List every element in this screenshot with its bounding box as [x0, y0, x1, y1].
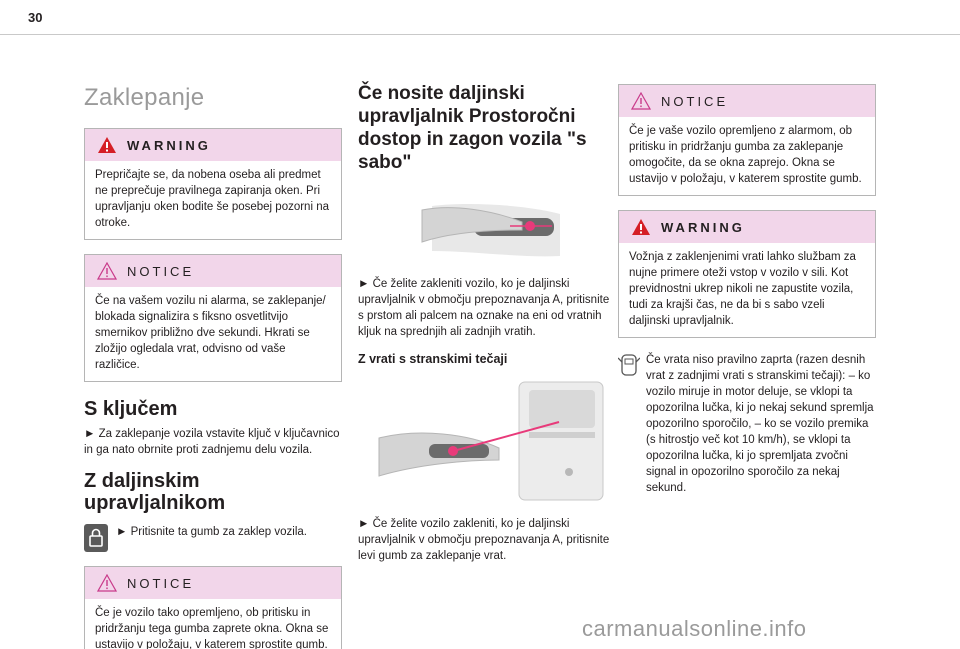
top-rule — [0, 34, 960, 35]
notice-box-1 — [84, 254, 342, 382]
remote-lock-row — [84, 524, 342, 552]
rear-door-hand-image — [369, 376, 605, 506]
watermark: carmanualsonline.info — [582, 616, 807, 641]
subheading-side-doors: Z vrati s stranskimi tečaji — [358, 352, 508, 366]
column-2 — [358, 70, 616, 572]
door-open-info — [618, 352, 876, 496]
warning-text: Prepričajte se, da nobena oseba ali predmet ne preprečuje pravilnega zapiranja oken. Pri upravljanju oken bodite še posebej pozorni na otroke. — [95, 169, 329, 229]
notice-title: NOTICE — [661, 93, 729, 109]
warning-box-1 — [84, 128, 342, 240]
paragraph-remote: ► Pritisnite ta gumb za zaklep vozila. — [116, 526, 307, 538]
notice-icon — [97, 574, 117, 592]
warning-text: Vožnja z zaklenjenimi vrati lahko službam za nujne primere oteži vstop v vozilo v sili. Kot previdnostni ukrep nikoli ne zapustite vozila, tudi za krajši čas, ne da bi s sabo vzeli daljinski upravljalnik. — [629, 251, 856, 327]
paragraph-door-open: Če vrata niso pravilno zaprta (razen desnih vrat z zadnjimi vrati s stranskimi tečaji): – ko vozilo miruje in motor deluje, se vklopi ta opozorilna lučka, ki jo nekaj sekund spremlja opozorilno sporočilo, – ko se vozilo premika (s hitrostjo več kot 10 km/h), se vklopi ta opozorilna lučka, ki jo spremljata zvočni signal in opozorilno sporočilo za nekaj sekund. — [646, 354, 874, 494]
notice-box-2 — [84, 566, 342, 649]
notice-text: Če na vašem vozilu ni alarma, se zaklepanje/ blokada signalizira s fiksno osvetlitvijo smernikov približno dve sekundi. Hkrati se zložijo ogledala vrat, odvisno od vaše različice. — [95, 295, 326, 371]
notice-title: NOTICE — [127, 575, 195, 591]
heading-hands-free: Če nosite daljinski upravljalnik Prostoročni dostop in zagon vozila "s sabo" — [358, 83, 587, 173]
column-3 — [618, 70, 876, 496]
notice-icon — [631, 92, 651, 110]
lock-button-icon — [84, 524, 108, 552]
paragraph-side-doors: ► Če želite vozilo zakleniti, ko je daljinski upravljalnik v območju prepoznavanja A, pritisnite levi gumb za zaklepanje vrat. — [358, 518, 610, 562]
door-handle-hand-image — [412, 196, 562, 266]
section-title-zaklepanje: Zaklepanje — [84, 84, 205, 111]
page-number: 30 — [28, 10, 43, 25]
warning-icon — [97, 136, 117, 154]
door-handle-illustration — [358, 196, 616, 266]
warning-title: WARNING — [127, 137, 211, 153]
heading-remote: Z daljinskim upravljalnikom — [84, 470, 226, 514]
column-1 — [84, 70, 342, 649]
notice-icon — [97, 262, 117, 280]
notice-title: NOTICE — [127, 263, 195, 279]
heading-s-kljucem: S ključem — [84, 398, 178, 420]
door-open-warning-icon — [618, 352, 640, 378]
notice-box-3 — [618, 84, 876, 196]
notice-text: Če je vozilo tako opremljeno, ob pritisku in pridržanju tega gumba zaprete okna. Okna se ustavijo v položaju, v katerem sprostite gumb. — [95, 607, 329, 649]
paragraph-s-kljucem: ► Za zaklepanje vozila vstavite ključ v ključavnico in ga nato obrnite proti zadnjemu delu vozila. — [84, 428, 340, 456]
rear-door-illustration — [358, 376, 616, 506]
warning-icon — [631, 218, 651, 236]
paragraph-hands-free: ► Če želite zakleniti vozilo, ko je daljinski upravljalnik v območju prepoznavanja A, pritisnite s prstom ali palcem na oznake na eni od vratnih kljuk na sprednjih ali zadnjih vratih. — [358, 278, 610, 338]
warning-title: WARNING — [661, 219, 745, 235]
warning-box-2 — [618, 210, 876, 338]
notice-text: Če je vaše vozilo opremljeno z alarmom, ob pritisku in pridržanju gumba za zaklepanje omogočite, da se okna zaprejo. Okna se ustavijo v položaju, v katerem sprostite gumb. — [629, 125, 862, 185]
